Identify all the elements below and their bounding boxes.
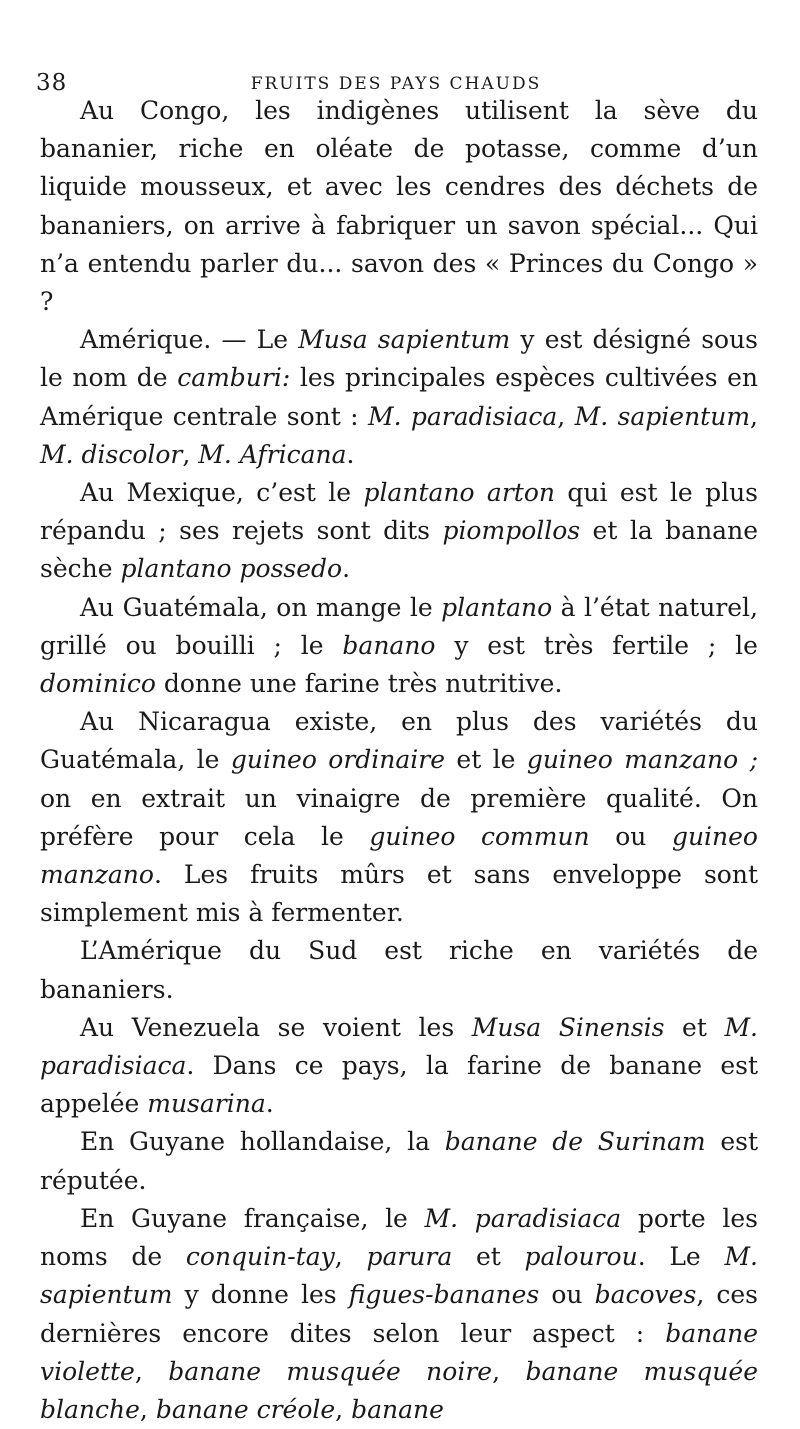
italic-term: banane créole <box>155 1394 336 1424</box>
text-run: à l’état naturel, grillé ou bouilli ; le <box>40 592 759 660</box>
italic-term: musarina <box>147 1089 266 1119</box>
italic-term: conquin-tay <box>185 1242 335 1272</box>
italic-term: banano <box>342 630 436 660</box>
italic-term: guineo ordinaire <box>230 745 446 775</box>
text-run: et la banane sèche <box>40 516 758 584</box>
text-run: y est très fertile ; le <box>435 630 758 660</box>
text-run: L’Amérique du Sud est riche en variétés de bananiers. <box>40 936 758 1004</box>
text-run: . <box>265 1089 274 1119</box>
text-run: Au Guatémala, on mange le <box>80 592 442 622</box>
text-run: , <box>182 439 199 469</box>
text-run: Au Venezuela se voient les <box>80 1012 472 1042</box>
text-run: et le <box>445 745 527 775</box>
italic-term: camburi: <box>177 363 291 393</box>
italic-term: figues-bananes <box>348 1280 540 1310</box>
paragraph <box>40 474 758 589</box>
text-run: . Dans ce pays, la farine de banane est appelée <box>40 1051 758 1119</box>
italic-term: guineo commun <box>369 821 590 851</box>
italic-term: palourou <box>524 1242 638 1272</box>
text-run: on en extrait un vinaigre de première qualité. On préfère pour cela le <box>40 783 758 851</box>
text-run: , <box>334 1242 367 1272</box>
text-run: Au Nicaragua existe, en plus des variétés du Guatémala, le <box>40 707 758 775</box>
text-run: , <box>557 401 575 431</box>
italic-term: guineo manzano ; <box>526 745 758 775</box>
text-run: et <box>452 1242 525 1272</box>
italic-term: M. sapientum <box>40 1242 758 1310</box>
paragraph <box>40 932 758 1008</box>
text-run: et <box>664 1012 725 1042</box>
text-run: . Les fruits mûrs et sans enveloppe sont simplement mis à fermenter. <box>40 860 758 928</box>
italic-term: Musa Sinensis <box>471 1012 665 1042</box>
italic-term: plantano <box>441 592 553 622</box>
text-run: qui est le plus répandu ; ses rejets sont dits <box>40 478 759 546</box>
italic-term: banane de Surinam <box>444 1127 706 1157</box>
text-run: , <box>335 1394 352 1424</box>
italic-term: M. sapientum <box>574 401 751 431</box>
italic-term: M. paradisiaca <box>367 401 558 431</box>
text-run: les principales espèces cultivées en Amérique centrale sont : <box>40 363 758 431</box>
text-run: donne une farine très nutritive. <box>155 669 563 699</box>
text-run: Au Congo, les indigènes utilisent la sève du bananier, riche en oléate de potasse, comme d’un liquide mousseux, et avec les cendres des déchets de bananiers, on arrive à fabriquer un savon spécial... Qui n’a entendu parler du... savon des « Princes du Congo » ? <box>40 96 758 317</box>
text-run: ou <box>539 1280 595 1310</box>
text-run: En Guyane française, le <box>80 1203 425 1233</box>
text-run: . <box>342 554 351 584</box>
paragraph <box>40 1123 758 1199</box>
page-number: 38 <box>36 70 68 96</box>
italic-term: dominico <box>40 669 156 699</box>
italic-term: banane musquée noire <box>168 1356 493 1386</box>
italic-term: bacoves <box>594 1280 697 1310</box>
text-run: . <box>346 439 355 469</box>
paragraph <box>40 1009 758 1124</box>
text-run: ou <box>589 821 672 851</box>
italic-term: piompollos <box>442 516 581 546</box>
text-run: , <box>750 401 758 431</box>
italic-term: banane musquée blanche <box>40 1356 758 1424</box>
text-run: Au Mexique, c’est le <box>80 478 364 508</box>
italic-term: plantano arton <box>363 478 555 508</box>
text-run: porte les noms de <box>40 1203 758 1272</box>
running-title: FRUITS DES PAYS CHAUDS <box>250 74 542 94</box>
italic-term: parura <box>366 1242 453 1272</box>
italic-term: M. paradisiaca <box>424 1203 622 1233</box>
italic-term: M. Africana <box>198 439 347 469</box>
text-run: . Le <box>637 1242 725 1272</box>
italic-term: banane <box>351 1394 444 1424</box>
italic-term: guineo manzano <box>40 821 758 890</box>
text-run: En Guyane hollandaise, la <box>80 1127 445 1157</box>
text-run: Amérique. — Le <box>80 325 299 355</box>
italic-term: M. discolor <box>40 439 183 469</box>
text-run: , <box>492 1356 526 1386</box>
paragraph <box>40 589 758 704</box>
text-run: , <box>134 1356 169 1386</box>
body-text <box>40 92 758 1429</box>
italic-term: plantano possedo <box>120 554 343 584</box>
text-run: , ces dernières encore dites selon leur aspect : <box>40 1280 758 1348</box>
text-run: y donne les <box>172 1280 349 1310</box>
text-run: est réputée. <box>40 1127 758 1195</box>
paragraph <box>40 92 758 321</box>
italic-term: M. paradisiaca <box>40 1012 758 1081</box>
paragraph <box>40 1200 758 1429</box>
italic-term: Musa sapientum <box>298 325 511 355</box>
paragraph <box>40 321 758 474</box>
italic-term: banane violette <box>40 1318 758 1386</box>
text-run: y est désigné sous le nom de <box>40 325 759 393</box>
text-run: , <box>139 1394 156 1424</box>
paragraph <box>40 703 758 932</box>
